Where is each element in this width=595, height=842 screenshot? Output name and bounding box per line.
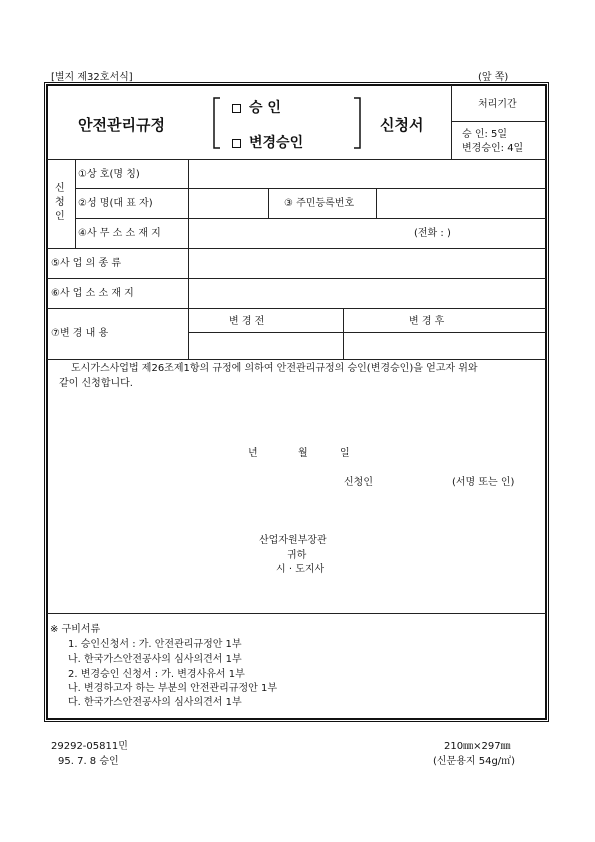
recipient-governor: 시 · 도지사 — [276, 564, 325, 575]
trade-name-input[interactable] — [189, 160, 546, 188]
label-name: ②성 명(대 표 자) — [78, 198, 153, 209]
label-before-change: 변 경 전 — [229, 316, 265, 327]
period-change: 변경승인: 4일 — [462, 143, 524, 154]
date-month: 월 — [298, 448, 308, 459]
applicant-label: 신청인 — [344, 477, 373, 488]
option-approve: 승 인 — [232, 97, 281, 117]
label-resident-number: ③ 주민등록번호 — [284, 198, 355, 209]
recipient-minister: 산업자원부장관 — [259, 535, 327, 546]
form-number: [별지 제32호서식] — [51, 72, 133, 83]
docs-header: ※ 구비서류 — [50, 624, 101, 635]
label-trade-name: ①상 호(명 칭) — [78, 169, 140, 180]
date-year: 년 — [248, 448, 258, 459]
period-approve: 승 인: 5일 — [462, 129, 508, 140]
footer-code: 29292-05811민 — [51, 741, 128, 752]
option-change: 변경승인 — [232, 132, 303, 152]
footer-paper: (신문용지 54g/㎡) — [433, 756, 516, 767]
before-change-input[interactable] — [189, 333, 343, 359]
after-change-input[interactable] — [344, 333, 546, 359]
change-approve-checkbox[interactable] — [232, 139, 241, 148]
signature-label: (서명 또는 인) — [452, 477, 515, 488]
docs-line-3: 2. 변경승인 신청서 : 가. 변경사유서 1부 — [68, 669, 245, 680]
title-left: 안전관리규정 — [78, 116, 165, 134]
statement-line-2: 같이 신청합니다. — [59, 378, 133, 389]
label-change-content: ⑦변 경 내 용 — [51, 328, 109, 339]
label-business-address: ⑥사 업 소 소 재 지 — [51, 288, 134, 299]
label-office-address: ④사 무 소 소 재 지 — [78, 228, 161, 239]
applicant-group-1: 신 — [55, 183, 65, 194]
business-address-input[interactable] — [189, 279, 546, 308]
phone-field[interactable]: (전화 : ) — [414, 228, 451, 239]
date-day: 일 — [340, 448, 350, 459]
title-right: 신청서 — [380, 116, 424, 134]
docs-line-5: 다. 한국가스안전공사의 심사의견서 1부 — [68, 697, 242, 708]
recipient-honorific: 귀하 — [287, 550, 307, 561]
applicant-group-3: 인 — [55, 211, 65, 222]
page-side: (앞 쪽) — [478, 72, 509, 83]
period-header: 처리기간 — [478, 99, 517, 110]
representative-input[interactable] — [189, 189, 268, 218]
footer-approval: 95. 7. 8 승인 — [58, 756, 119, 767]
office-address-input[interactable] — [189, 219, 409, 248]
docs-line-4: 나. 변경하고자 하는 부분의 안전관리규정안 1부 — [68, 683, 277, 694]
approve-checkbox[interactable] — [232, 104, 241, 113]
docs-line-1: 1. 승인신청서 : 가. 안전관리규정안 1부 — [68, 639, 242, 650]
footer-size: 210㎜×297㎜ — [444, 741, 511, 752]
applicant-group-2: 청 — [55, 197, 65, 208]
statement-line-1: 도시가스사업법 제26조제1항의 규정에 의하여 안전관리규정의 승인(변경승인)을 얻고자 위와 — [71, 363, 478, 374]
label-business-type: ⑤사 업 의 종 류 — [51, 258, 121, 269]
resident-number-input[interactable] — [377, 189, 546, 218]
docs-line-2: 나. 한국가스안전공사의 심사의견서 1부 — [68, 654, 242, 665]
business-type-input[interactable] — [189, 249, 546, 278]
label-after-change: 변 경 후 — [409, 316, 445, 327]
